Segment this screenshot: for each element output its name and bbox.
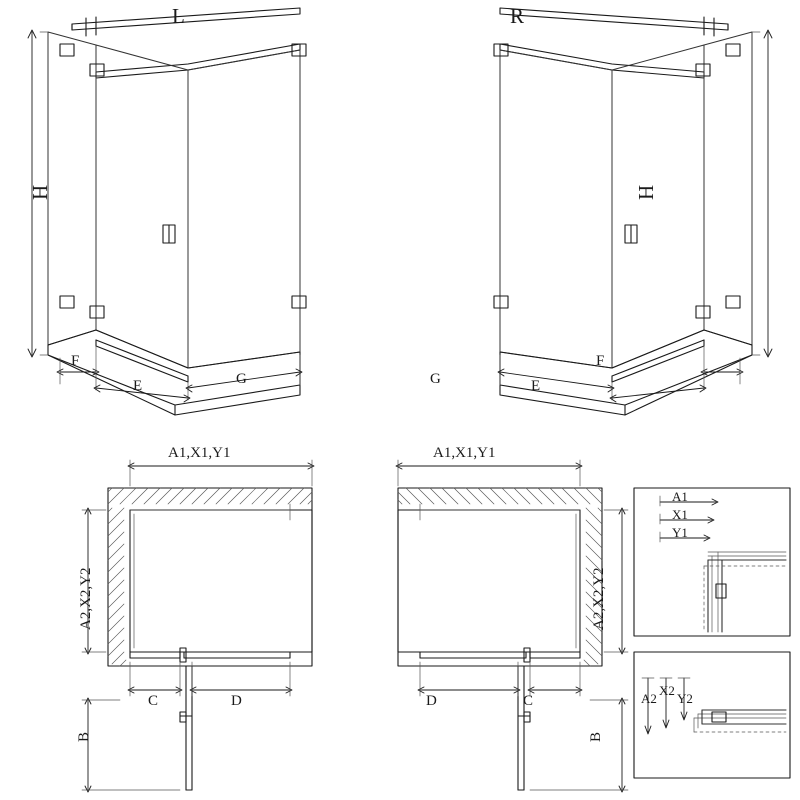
label-variant-left: L (172, 4, 185, 28)
label-height-left: H (28, 184, 52, 200)
label-variant-right: R (510, 4, 525, 28)
detail-a2x2y2 (634, 652, 790, 778)
dim-f-left: F (71, 353, 80, 369)
plan-left-side-dim: A2,X2,Y2 (78, 567, 94, 630)
plan-right-dim-b: B (588, 731, 604, 742)
detail-label-y1: Y1 (672, 525, 688, 540)
detail-label-y2: Y2 (677, 691, 693, 706)
dim-g-left: G (236, 371, 247, 387)
detail-a1x1y1 (634, 488, 790, 636)
plan-left-dim-b: B (76, 731, 92, 742)
plan-right-dim-c: C (523, 693, 534, 709)
detail-label-x2: X2 (659, 683, 675, 698)
dim-f-right: F (596, 353, 605, 369)
plan-left-dim-c: C (148, 693, 159, 709)
label-height-right: H (634, 184, 658, 200)
dim-e-right: E (531, 378, 541, 394)
plan-right-side-dim: A2,X2,Y2 (591, 567, 607, 630)
detail-label-a1: A1 (672, 489, 688, 504)
plan-right-dim-d: D (426, 693, 437, 709)
dim-e-left: E (133, 378, 143, 394)
detail-label-a2: A2 (641, 691, 657, 706)
dim-g-right: G (430, 371, 441, 387)
detail-label-x1: X1 (672, 507, 688, 522)
plan-left-dim-d: D (231, 693, 242, 709)
view-3d-left (28, 8, 306, 415)
view-3d-right (494, 8, 772, 415)
plan-right-top-dim: A1,X1,Y1 (433, 445, 496, 461)
plan-left-top-dim: A1,X1,Y1 (168, 445, 231, 461)
plan-view-left (82, 460, 314, 792)
